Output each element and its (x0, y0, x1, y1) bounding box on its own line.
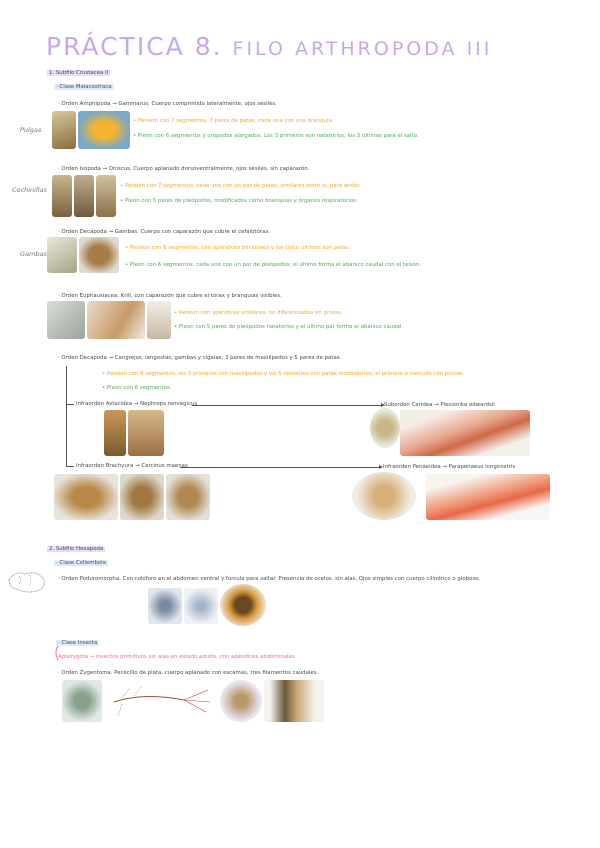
specimen-photo (352, 472, 416, 520)
specimen-photo (426, 474, 550, 520)
arrow (192, 405, 382, 406)
specimen-photo (54, 474, 118, 520)
order-line: · Orden Euphausiacea. Krill, con caparazón que cubre el tórax y branquias visibles. (58, 293, 282, 299)
class-heading: · Clase Collembola (56, 560, 106, 566)
specimen-photo (220, 584, 266, 626)
specimen-photo (87, 301, 145, 339)
order-line: · Orden Poduromorpha. Con colóforo en el abdomen ventral y fúrcula para saltar. Presencia de ocelos, sin alas. Ojos simples con cuerpo cilíndrico o globoso. (58, 576, 481, 582)
subclass-line: Apterygota → Insectos primitivos sin alas en estado adulto, con apéndices abdominales. (58, 654, 297, 660)
clade-label: Infraorden Astacidea → Nephrops norvegicus (76, 401, 198, 407)
tree-line (66, 404, 74, 405)
clade-label: Suborden Caridea → Plesionika edwardsii (384, 402, 495, 408)
specimen-photo (52, 111, 76, 149)
detail-line: • Pleon con 5 pares de pleópodos natatorios y el último par forma el abanico caudal. (174, 324, 404, 330)
specimen-photo (400, 410, 530, 456)
specimen-photo (104, 410, 126, 456)
detail-line: • Pereion con apéndices similares, no diferenciados en pinzas. (174, 310, 343, 316)
specimen-photo (96, 175, 116, 217)
side-label: Cochinillas (12, 186, 47, 194)
detail-line: • Pereion con 7 segmentos, cada uno con un par de patas, similares entre sí, para andar. (120, 183, 361, 189)
order-line: · Orden Zygentoma. Pececillo de plata, cuerpo aplanado con escamas, tres filamentos caudales. (58, 670, 319, 676)
specimen-photo (264, 680, 324, 722)
page-title (46, 32, 492, 61)
side-label: Pulgas (20, 126, 42, 134)
class-heading: · Clase Insecta (58, 640, 98, 646)
specimen-photo (79, 237, 119, 273)
title-rest: FILO ARTHROPODA III (232, 38, 493, 60)
order-line: · Orden Decapoda → Cangrejos, langostas, gambas y cigalas; 3 pares de maxilípedos y 5 pares de patas. (58, 355, 342, 361)
specimen-photo (78, 111, 130, 149)
specimen-photo (148, 588, 182, 624)
detail-line: • Pleon con 6 segmentos, cada uno con un par de pleópodos; el último forma el abanico caudal con el telson. (125, 262, 422, 268)
collembola-sketch (5, 566, 49, 596)
specimen-photo (120, 474, 164, 520)
order-line: · Orden Amphipoda → Gammarus. Cuerpo comprimido lateralmente, ojos sésiles. (58, 101, 277, 107)
specimen-photo (147, 301, 171, 339)
detail-line: • Pleon con 6 segmentos. (102, 385, 172, 391)
side-label: Gambas (20, 250, 47, 258)
detail-line: • Pereion con 8 segmentos, los 3 primeros con maxilípedos y los 5 restantes con patas locomotoras, el primero a menudo con pinzas. (102, 371, 464, 377)
specimen-photo (62, 680, 102, 722)
tree-line (66, 466, 74, 467)
arrow (180, 467, 380, 468)
title-main: PRÁCTICA 8. (46, 32, 223, 61)
specimen-photo (184, 588, 218, 624)
specimen-photo (166, 474, 210, 520)
section-heading: 2. Subfilo Hexapoda (49, 546, 104, 552)
specimen-photo (74, 175, 94, 217)
tree-line (66, 366, 67, 466)
specimen-photo (47, 301, 85, 339)
clade-label: Infraorden Penaeidea → Parapenaeus longirostris (383, 464, 516, 470)
detail-line: • Pleon con 6 segmentos y urópodos alargados. Los 3 primeros son natatorios, los 3 últimos para el salto. (133, 133, 419, 139)
section-heading: 1. Subfilo Crustacea II (49, 70, 109, 76)
detail-line: • Pleon con 5 pares de pleópodos, modificados como branquias y órganos respiratorios. (120, 198, 358, 204)
detail-line: • Pereion con 7 segmentos, 7 pares de patas, cada una con una branquia. (133, 118, 334, 124)
specimen-photo (47, 237, 77, 273)
clade-label: Infraorden Brachyura → Carcinus maenas (76, 463, 188, 469)
order-line: · Orden Decapoda → Gambas. Cuerpo con caparazón que cubre el cefalotórax. (58, 229, 271, 235)
specimen-photo (220, 680, 262, 722)
silverfish-drawing (104, 680, 216, 722)
detail-line: • Pereion con 8 segmentos, con apéndices birrámeos y los cinco últimos son patas. (125, 245, 351, 251)
order-line: · Orden Isopoda → Oniscus. Cuerpo aplanado dorsoventralmente, ojos sésiles, sin caparazón. (58, 166, 310, 172)
specimen-photo (128, 410, 164, 456)
class-heading: · Clase Malacostraca (56, 84, 112, 90)
specimen-photo (52, 175, 72, 217)
specimen-photo (370, 408, 400, 448)
